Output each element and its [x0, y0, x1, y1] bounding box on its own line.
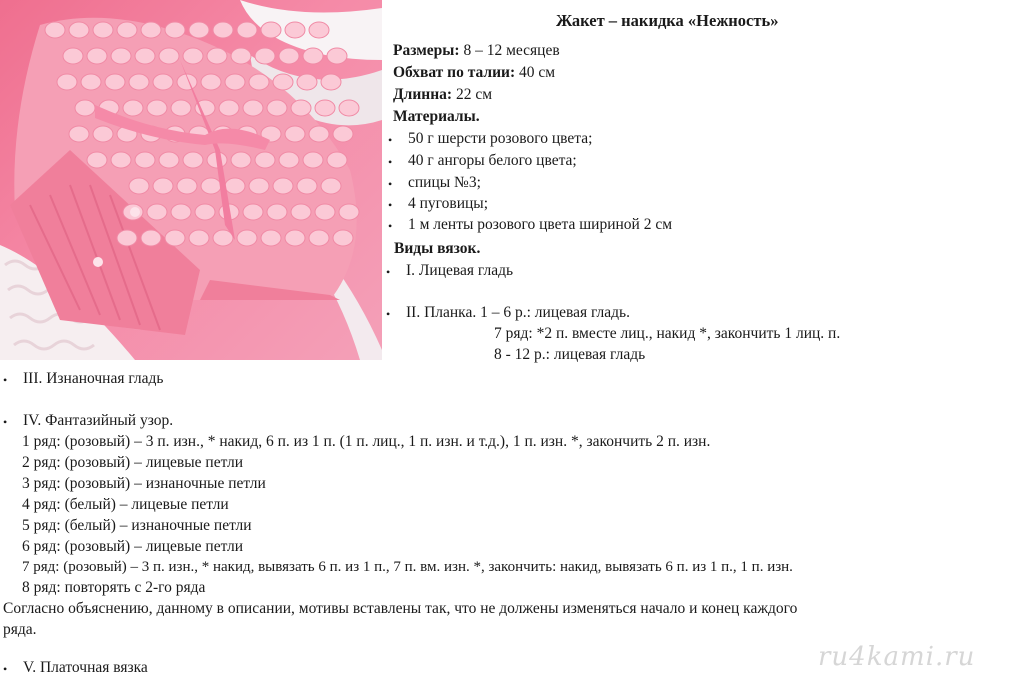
knit-bobble [249, 178, 269, 194]
pattern-row: 3 ряд: (розовый) – изнаночные петли [22, 475, 266, 492]
pattern-row: 1 ряд: (розовый) – 3 п. изн., * накид, 6 п. из 1 п. (1 п. лиц., 1 п. изн. и т.д.), 1 п. изн. *, закончить 2 п. изн. [22, 433, 711, 450]
stitch-item-3: III. Изнаночная гладь [23, 370, 164, 387]
knit-bobble [249, 74, 269, 90]
sizes-value: 8 – 12 месяцев [459, 42, 560, 59]
knit-bobble [225, 74, 245, 90]
knit-bobble [303, 152, 323, 168]
knit-bobble [165, 22, 185, 38]
knit-bobble [201, 74, 221, 90]
bullet: • [388, 155, 393, 169]
pattern-row: 2 ряд: (розовый) – лицевые петли [22, 454, 243, 471]
knit-bobble [123, 100, 143, 116]
knit-bobble [309, 22, 329, 38]
knit-bobble [171, 204, 191, 220]
knit-bobble [129, 74, 149, 90]
knit-bobble [111, 152, 131, 168]
knit-bobble [261, 230, 281, 246]
material-item: 50 г шерсти розового цвета; [408, 130, 593, 147]
knit-bobble [339, 100, 359, 116]
knit-bobble [93, 22, 113, 38]
stitch-item-2-row: 7 ряд: *2 п. вместе лиц., накид *, закончить 1 лиц. п. [494, 325, 841, 342]
knit-bobble [243, 204, 263, 220]
knit-bobble [243, 100, 263, 116]
watermark: ru4kami.ru [818, 642, 976, 672]
knit-bobble [159, 48, 179, 64]
material-item: 4 пуговицы; [408, 195, 489, 212]
knit-bobble [297, 74, 317, 90]
knit-bobble [75, 100, 95, 116]
knit-bobble [189, 230, 209, 246]
knit-bobble [285, 22, 305, 38]
pattern-row: 6 ряд: (розовый) – лицевые петли [22, 538, 243, 555]
knit-bobble [93, 126, 113, 142]
knit-bobble [267, 100, 287, 116]
knit-bobble [255, 152, 275, 168]
material-item: 40 г ангоры белого цвета; [408, 152, 577, 169]
knit-bobble [117, 230, 137, 246]
bullet: • [386, 265, 391, 279]
knit-bobble [315, 100, 335, 116]
bullet: • [388, 219, 393, 233]
length-value: 22 см [452, 86, 493, 103]
knit-bobble [105, 74, 125, 90]
knit-bobble [303, 48, 323, 64]
stitch-item-4-heading: IV. Фантазийный узор. [23, 412, 174, 429]
knit-bobble [63, 48, 83, 64]
waist-label: Обхват по талии: [393, 64, 516, 81]
knit-bobble [201, 178, 221, 194]
bullet: • [3, 662, 8, 676]
knit-bobble [237, 22, 257, 38]
stitch-item-1: I. Лицевая гладь [406, 262, 514, 279]
bullet: • [386, 307, 391, 321]
pattern-row: 5 ряд: (белый) – изнаночные петли [22, 517, 252, 534]
stitch-item-2-row: 8 - 12 р.: лицевая гладь [494, 346, 646, 363]
knit-bobble [321, 178, 341, 194]
knit-bobble [231, 48, 251, 64]
knit-bobble [279, 48, 299, 64]
stitch-item-5: V. Платочная вязка [23, 659, 148, 676]
pattern-row: 8 ряд: повторять с 2-го ряда [22, 579, 206, 596]
knit-bobble [213, 22, 233, 38]
length-label: Длинна: [393, 86, 453, 103]
knit-bobble [207, 48, 227, 64]
knit-bobble [117, 22, 137, 38]
sizes-line [393, 42, 560, 61]
knit-bobble [87, 152, 107, 168]
knit-bobble [177, 178, 197, 194]
knit-bobble [327, 48, 347, 64]
knit-bobble [57, 74, 77, 90]
knit-bobble [327, 152, 347, 168]
waist-line [393, 64, 555, 83]
knit-bobble [225, 178, 245, 194]
note-line: ряда. [3, 621, 37, 638]
knit-bobble [255, 48, 275, 64]
knit-bobble [219, 100, 239, 116]
knit-bobble [291, 204, 311, 220]
knit-bobble [147, 100, 167, 116]
bullet: • [3, 415, 8, 429]
knit-bobble [321, 74, 341, 90]
bullet: • [3, 373, 8, 387]
knit-bobble [183, 48, 203, 64]
knit-bobble [237, 230, 257, 246]
knit-bobble [339, 204, 359, 220]
knit-bobble [165, 230, 185, 246]
knit-bobble [333, 126, 353, 142]
knit-bobble [45, 22, 65, 38]
product-photo [0, 0, 382, 360]
knit-bobble [261, 22, 281, 38]
knit-bobble [333, 230, 353, 246]
knit-bobble [279, 152, 299, 168]
knit-bobble [153, 74, 173, 90]
knit-bobble [309, 126, 329, 142]
knit-bobble [285, 126, 305, 142]
material-item: 1 м ленты розового цвета шириной 2 см [408, 216, 673, 233]
stitch-item-2: II. Планка. 1 – 6 р.: лицевая гладь. [406, 304, 631, 321]
page-title: Жакет – накидка «Нежность» [556, 11, 779, 30]
knit-bobble [297, 178, 317, 194]
knit-bobble [189, 22, 209, 38]
knit-bobble [81, 74, 101, 90]
knit-bobble [111, 48, 131, 64]
knit-bobble [195, 204, 215, 220]
knit-bobble [159, 152, 179, 168]
knit-bobble [273, 74, 293, 90]
knit-bobble [273, 178, 293, 194]
knit-bobble [171, 100, 191, 116]
knit-bobble [285, 230, 305, 246]
knit-bobble [135, 152, 155, 168]
knit-bobble [267, 204, 287, 220]
knit-bobble [147, 204, 167, 220]
knit-bobble [153, 178, 173, 194]
length-line [393, 86, 492, 105]
bullet: • [388, 133, 393, 147]
knit-bobble [129, 178, 149, 194]
note-line: Согласно объяснению, данному в описании, мотивы вставлены так, что не должены изменяться начало и конец каждого [3, 600, 798, 617]
knit-bobble [309, 230, 329, 246]
pattern-row: 7 ряд: (розовый) – 3 п. изн., * накид, вывязать 6 п. из 1 п., 7 п. вм. изн. *, закончить: накид, вывязать 6 п. из 1 п., 1 п. изн. [22, 559, 793, 575]
knit-bobble [69, 22, 89, 38]
knit-bobble [291, 100, 311, 116]
bullet: • [388, 198, 393, 212]
stitches-heading: Виды вязок. [394, 240, 481, 257]
sizes-label: Размеры: [393, 42, 460, 59]
knit-bobble [69, 126, 89, 142]
pattern-row: 4 ряд: (белый) – лицевые петли [22, 496, 229, 513]
waist-value: 40 см [515, 64, 556, 81]
material-item: спицы №3; [408, 174, 481, 191]
knit-bobble [141, 22, 161, 38]
knit-bobble [135, 48, 155, 64]
materials-heading: Материалы. [393, 108, 480, 125]
knit-bobble [183, 152, 203, 168]
knit-bobble [315, 204, 335, 220]
bullet: • [388, 177, 393, 191]
knit-bobble [141, 230, 161, 246]
knit-bobble [231, 152, 251, 168]
knit-bobble [87, 48, 107, 64]
